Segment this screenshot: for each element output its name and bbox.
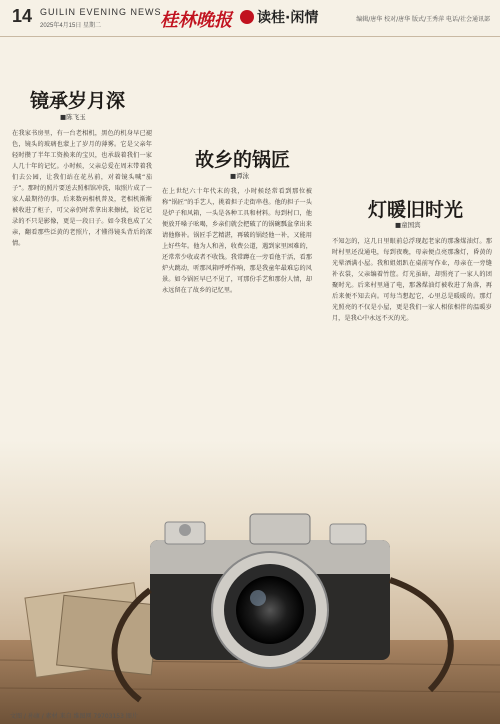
right-article-byline: ■童国宾 bbox=[395, 221, 421, 229]
left-article-title: 镜承岁月深 bbox=[30, 90, 126, 112]
left-article-body: 在我家书房里，有一台老相机，黑色的机身早已褪色，镜头的玻璃也蒙上了岁月的薄雾。它是父亲年轻时攒了半年工资换来的宝贝，也承载着我们一家人几十年的记忆。小时候，父亲总爱在周末带着我们去公园，让我们站在花丛前，对着镜头喊“茄子”。那时的照片要送去照相馆冲洗，取照片成了一家人最期待的事。后来数码相机普及，老相机渐渐被收进了柜子，可父亲仍时常拿出来擦拭，说它记录的不只是影像，更是一段日子。如今我也成了父亲，翻看那些泛黄的老照片，才懂得镜头背后的深情。 bbox=[12, 130, 152, 247]
photo-caption: 文图 / 孙康 / 素材 来自 维图网 79703153 图片 bbox=[10, 713, 138, 720]
left-article-byline: ■陈飞玉 bbox=[60, 113, 86, 121]
masthead-english: GUILIN EVENING NEWS bbox=[40, 7, 162, 17]
middle-article-body: 在上世纪六十年代末的我，小时候经常看到那位被称“锅匠”的手艺人，挑着担子走街串巷。他的担子一头是炉子和风箱，一头是各种工具和材料。每到村口，他便放开嗓子吆喝，乡亲们就会把破了的锅碗瓢盆拿出来请他修补。锅匠手艺精湛，再破的锅经他一补，又能用上好些年。他为人和善，收费公道，遇到家里困难的，还常常少收或者不收钱。我常蹲在一旁看他干活，看那炉火跳动，听那风箱呼呼作响，那是我童年最难忘的风景。如今锅匠早已不见了，可那份手艺和那份人情，却永远留在了故乡的记忆里。 bbox=[162, 188, 312, 294]
page-number: 14 bbox=[12, 6, 33, 26]
section-label: 读桂·闲情 bbox=[257, 10, 319, 26]
newspaper-logo: 桂林晚报 bbox=[160, 10, 232, 31]
vintage-camera-photo bbox=[0, 440, 500, 724]
right-article-title: 灯暖旧时光 bbox=[368, 199, 464, 221]
middle-article-title: 故乡的锅匠 bbox=[195, 149, 291, 171]
section-title bbox=[240, 7, 318, 27]
camera-illustration bbox=[0, 440, 500, 724]
page-header bbox=[0, 0, 500, 37]
editor-credits: 编辑/唐华 校对/唐华 版式/王秀萍 电话/社会通讯部 bbox=[356, 16, 490, 23]
middle-article-byline: ■谭泳 bbox=[230, 172, 250, 180]
right-article-body: 不知怎的，这几日里眼前总浮现起老家的那盏煤油灯。那时村里还没通电，每到夜晚，母亲便点亮那盏灯，昏黄的光晕洒满小屋。我和姐姐趴在桌前写作业，母亲在一旁缝补衣裳，父亲编着竹筐。灯光虽暗，却照亮了一家人的团聚时光。后来村里通了电，那盏煤油灯被收进了角落，再后来便不知去向。可每当想起它，心里总是暖暖的。那灯光照亮的不仅是小屋，更是我们一家人相依相伴的温暖岁月，是我心中永远不灭的光。 bbox=[332, 238, 492, 322]
section-dot-icon bbox=[240, 10, 254, 24]
issue-date: 2025年4月15日 星期二 bbox=[40, 23, 102, 29]
